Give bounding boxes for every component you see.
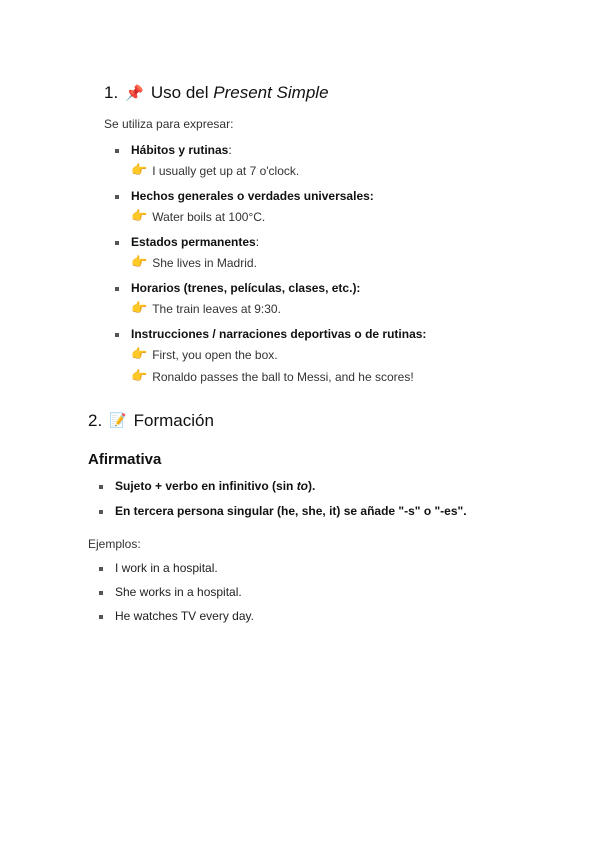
- bullet: [99, 615, 103, 619]
- bullet: [115, 241, 119, 245]
- section-1-intro: Se utiliza para expresar:: [104, 117, 234, 131]
- formation-examples-list: [115, 561, 555, 623]
- section-2-number: 2.: [88, 411, 103, 430]
- example-line: 👉 She lives in Madrid.: [131, 255, 257, 270]
- bullet: [115, 287, 119, 291]
- example-item: She works in a hospital.: [115, 585, 555, 599]
- section-1-heading: [104, 83, 329, 103]
- bullet: [99, 485, 103, 489]
- pointing-hand-icon: 👉: [131, 301, 148, 316]
- example-line: 👉 Water boils at 100°C.: [131, 209, 266, 224]
- pointing-hand-icon: 👉: [131, 369, 148, 384]
- use-item-habits: Hábitos y rutinas: 👉 I usually get up at 7 o'clock.: [131, 143, 571, 178]
- pointing-hand-icon: 👉: [131, 255, 148, 270]
- formation-rules-list: [115, 479, 575, 518]
- section-2-heading: [88, 411, 214, 431]
- uses-list: [131, 143, 571, 384]
- pointing-hand-icon: 👉: [131, 347, 148, 362]
- example-line: 👉 First, you open the box.: [131, 347, 278, 362]
- example-line: 👉 I usually get up at 7 o'clock.: [131, 163, 300, 178]
- use-item-states: Estados permanentes: 👉 She lives in Madrid.: [131, 235, 571, 270]
- use-item-instructions: Instrucciones / narraciones deportivas o de rutinas: 👉 First, you open the box. 👉 Ronaldo passes the ball to Messi, and he scores!: [131, 327, 571, 384]
- memo-icon: 📝: [109, 413, 127, 429]
- example-line: 👉 Ronaldo passes the ball to Messi, and he scores!: [131, 369, 414, 384]
- section-1-title: Uso del Present Simple: [150, 83, 329, 102]
- pointing-hand-icon: 👉: [131, 163, 148, 178]
- bullet: [115, 195, 119, 199]
- bullet: [99, 567, 103, 571]
- use-item-schedules: Horarios (trenes, películas, clases, etc.): 👉 The train leaves at 9:30.: [131, 281, 571, 316]
- bullet: [99, 591, 103, 595]
- rule-item: Sujeto + verbo en infinitivo (sin to).: [115, 479, 575, 493]
- section-2-title: Formación: [133, 411, 214, 430]
- bullet: [115, 333, 119, 337]
- example-line: 👉 The train leaves at 9:30.: [131, 301, 281, 316]
- section-1-number: 1.: [104, 83, 119, 102]
- pushpin-icon: 📌: [125, 84, 144, 102]
- example-item: I work in a hospital.: [115, 561, 555, 575]
- examples-label: Ejemplos:: [88, 537, 141, 551]
- example-item: He watches TV every day.: [115, 609, 555, 623]
- affirmative-subheading: Afirmativa: [88, 451, 162, 468]
- bullet: [115, 149, 119, 153]
- rule-item: En tercera persona singular (he, she, it) se añade "-s" o "-es".: [115, 504, 575, 518]
- pointing-hand-icon: 👉: [131, 209, 148, 224]
- bullet: [99, 510, 103, 514]
- use-item-facts: Hechos generales o verdades universales: 👉 Water boils at 100°C.: [131, 189, 571, 224]
